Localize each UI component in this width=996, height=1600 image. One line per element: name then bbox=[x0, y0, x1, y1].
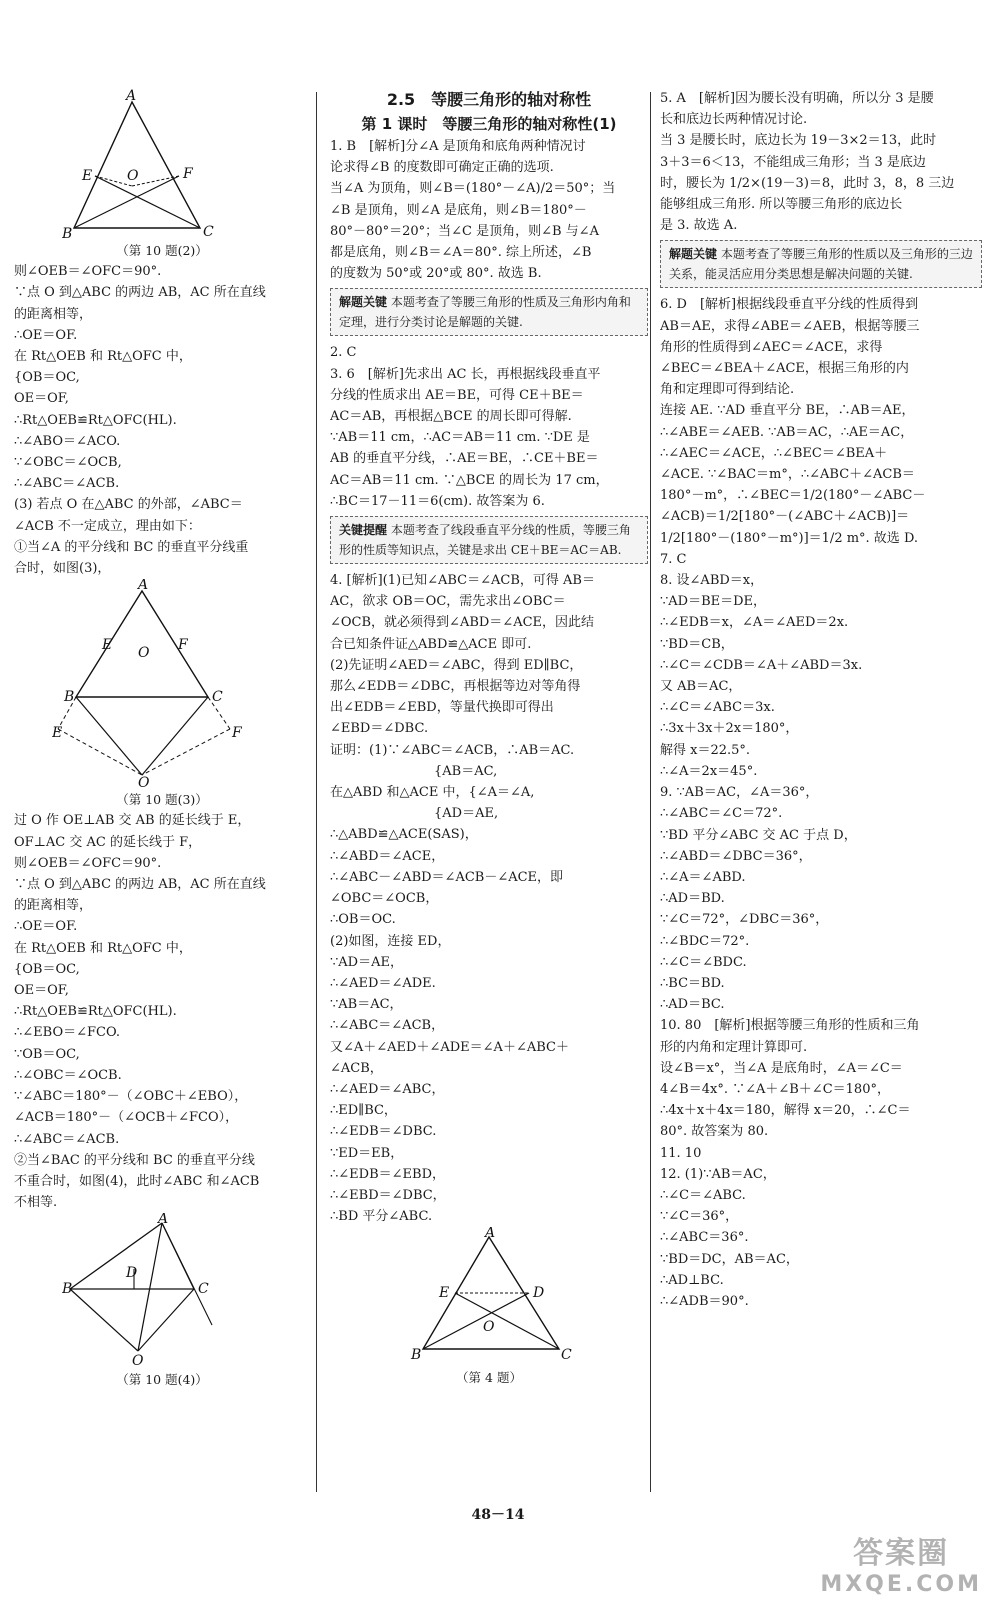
figure-caption: （第 4 题） bbox=[456, 1370, 522, 1386]
text-line: ∵BD 平分∠ABC 交 AC 于点 D， bbox=[660, 827, 857, 843]
svg-text:A: A bbox=[138, 579, 149, 594]
section-title: 2.5 等腰三角形的轴对称性 bbox=[386, 90, 592, 109]
svg-text:D: D bbox=[126, 1265, 138, 1282]
text-line: ∴Rt△OEB≌Rt△OFC(HL). bbox=[14, 1004, 177, 1020]
text-line: (3) 若点 O 在△ABC 的外部，∠ABC＝ bbox=[14, 497, 243, 513]
text-line: ∴AD＝BC. bbox=[660, 997, 725, 1013]
text-line: ∴∠C＝∠CDB＝∠A＋∠ABD＝3x. bbox=[660, 657, 863, 673]
text-line: 合时，如图(3)， bbox=[14, 561, 111, 577]
svg-text:E: E bbox=[82, 168, 93, 184]
text-line: OE＝OF, bbox=[14, 391, 69, 407]
text-line: ∴∠AEC＝∠ACE，∴∠BEC＝∠BEA＋ bbox=[660, 445, 888, 461]
text-line: 的距离相等， bbox=[14, 898, 93, 914]
text-line: 3＋3＝6＜13，不能组成三角形；当 3 是底边 bbox=[660, 154, 926, 170]
text-line: ∠OCB，就必须得到∠ABD＝∠ACE，因此结 bbox=[330, 615, 595, 631]
text-line: AC＝AB，再根据△BCE 的周长即可得解. bbox=[330, 409, 572, 425]
text-line: ∵BD＝DC，AB＝AC， bbox=[660, 1251, 799, 1267]
text-line: 8. 设∠ABD＝x， bbox=[660, 573, 764, 589]
svg-text:B: B bbox=[64, 689, 75, 706]
text-line: ∴BD 平分∠ABC. bbox=[330, 1209, 433, 1225]
svg-text:O: O bbox=[483, 1319, 495, 1336]
watermark-logo bbox=[820, 1528, 982, 1597]
text-line: ∴OE＝OF. bbox=[14, 327, 78, 343]
text-line: 那么∠EDB＝∠DBC，再根据等边对等角得 bbox=[330, 679, 581, 695]
text-line: ∵OB＝OC, bbox=[14, 1046, 80, 1062]
text-line: OE＝OF, bbox=[14, 983, 69, 999]
column-divider-1 bbox=[316, 92, 317, 1492]
figure-10-4 bbox=[62, 1213, 262, 1369]
text-line: 设∠B＝x°，当∠A 是底角时，∠A＝∠C＝ bbox=[660, 1060, 903, 1076]
text-line: ∵AD＝AE， bbox=[330, 954, 403, 970]
text-line: ∴∠OBC＝∠OCB. bbox=[14, 1067, 122, 1083]
text-line: ∠ACB)＝1/2[180°－(∠ABC＋∠ACB)]＝ bbox=[660, 509, 910, 525]
figure-caption: （第 10 题(2)） bbox=[116, 243, 208, 258]
tip-box-title: 关键提醒 bbox=[339, 523, 388, 538]
text-line: {AD＝AE, bbox=[330, 806, 499, 822]
text-line: ∴∠ABC＝36°. bbox=[660, 1230, 749, 1246]
text-line: ∴∠ABC＝∠C＝72°. bbox=[660, 806, 783, 822]
text-line: 都是底角，则∠B＝∠A＝80°. 综上所述，∠B bbox=[330, 245, 592, 261]
text-line: {OB＝OC, bbox=[14, 961, 80, 977]
text-line: 角和定理即可得到结论. bbox=[660, 382, 795, 398]
column-1 bbox=[14, 88, 310, 1391]
solution-5 bbox=[660, 88, 982, 236]
svg-text:F: F bbox=[178, 637, 188, 654]
text-line: ∠ACB， bbox=[330, 1060, 383, 1076]
text-line: 3. 6 [解析]先求出 AC 长，再根据线段垂直平 bbox=[330, 366, 601, 382]
text-line: ∴∠ABE＝∠AEB. ∵AB＝AC，∴AE＝AC， bbox=[660, 424, 914, 440]
tip-box-title: 解题关键 bbox=[339, 295, 388, 310]
page-number: 48－14 bbox=[471, 1507, 525, 1523]
text-line: ∴∠ABC＝∠ACB. bbox=[14, 476, 120, 492]
text-line: 当∠A 为顶角，则∠B＝(180°－∠A)/2＝50°；当 bbox=[330, 181, 616, 197]
svg-text:C: C bbox=[203, 224, 214, 240]
text-line: ∠ACE. ∵∠BAC＝m°，∴∠ABC＋∠ACB＝ bbox=[660, 467, 915, 483]
text-line: AB 的垂直平分线，∴AE＝BE，∴CE＋BE＝ bbox=[330, 451, 599, 467]
svg-text:O: O bbox=[132, 1353, 144, 1370]
text-line: ∴∠BDC＝72°. bbox=[660, 933, 750, 949]
text-line: ∵ED＝EB， bbox=[330, 1145, 404, 1161]
svg-text:D: D bbox=[533, 1285, 545, 1302]
text-line: ∴∠C＝∠ABC. bbox=[660, 1187, 746, 1203]
text-line: 当 3 是腰长时，底边长为 19－3×2＝13，此时 bbox=[660, 133, 937, 149]
text-line: ∴∠ABO＝∠ACO. bbox=[14, 433, 121, 449]
text-line: ∴OB＝OC. bbox=[330, 912, 396, 928]
text-line: ∵点 O 到△ABC 的两边 AB，AC 所在直线 bbox=[14, 285, 266, 301]
figure-caption: （第 10 题(3)） bbox=[116, 792, 208, 808]
text-line: ∵AB＝11 cm，∴AC＝AB＝11 cm. ∵DE 是 bbox=[330, 430, 590, 446]
text-line: ∴AD＝BD. bbox=[660, 891, 725, 907]
text-line: 9. ∵AB＝AC，∠A＝36°， bbox=[660, 785, 819, 801]
text-line: 2. C bbox=[330, 345, 357, 361]
text-line: 11. 10 bbox=[660, 1145, 702, 1161]
text-line: ②当∠BAC 的平分线和 BC 的垂直平分线 bbox=[14, 1152, 255, 1168]
text-line: 在△ABD 和△ACE 中，{∠A＝∠A, bbox=[330, 785, 535, 801]
text-line: ∵∠C＝72°，∠DBC＝36°， bbox=[660, 912, 829, 928]
text-line: (2)先证明∠AED＝∠ABC，得到 ED∥BC， bbox=[330, 657, 583, 673]
text-line: 的距离相等， bbox=[14, 306, 93, 322]
text-line: ∴∠EBO＝∠FCO. bbox=[14, 1025, 120, 1041]
column-2 bbox=[330, 88, 648, 1389]
text-line: ∴∠EDB＝∠DBC. bbox=[330, 1124, 437, 1140]
solution-4 bbox=[330, 570, 648, 1227]
text-line: AC，欲求 OB＝OC，需先求出∠OBC＝ bbox=[330, 594, 566, 610]
text-line: 180°－m°，∴∠BEC＝1/2(180°－∠ABC－ bbox=[660, 488, 926, 504]
text-line: 4. [解析](1)已知∠ABC＝∠ACB，可得 AB＝ bbox=[330, 573, 595, 589]
tip-box bbox=[330, 516, 648, 564]
text-line: 解得 x＝22.5°. bbox=[660, 742, 751, 758]
text-line: 时，腰长为 1/2×(19－3)＝8，此时 3，8，8 三边 bbox=[660, 175, 955, 191]
text-line: 则∠OEB＝∠OFC＝90°. bbox=[14, 264, 162, 280]
text-line: 合已知条件证△ABD≌△ACE 即可. bbox=[330, 636, 532, 652]
text-line: ∠B 是顶角，则∠A 是底角，则∠B＝180°－ bbox=[330, 202, 587, 218]
text-line: ∵∠OBC＝∠OCB, bbox=[14, 455, 122, 471]
watermark-url: MXQE.COM bbox=[820, 1572, 982, 1597]
svg-text:A: A bbox=[158, 1213, 169, 1228]
text-line: 在 Rt△OEB 和 Rt△OFC 中， bbox=[14, 940, 192, 956]
svg-text:B: B bbox=[411, 1347, 422, 1364]
text-line: 是 3. 故选 A. bbox=[660, 218, 738, 234]
solution-6-12 bbox=[660, 294, 982, 1312]
tip-box-text: 本题考查了线段垂直平分线的性质，等腰三角形的性质等知识点，关键是求出 CE＋BE＝AC＝AB. bbox=[339, 523, 631, 558]
text-line: 长和底边长两种情况讨论. bbox=[660, 112, 808, 128]
text-line: (2)如图，连接 ED， bbox=[330, 933, 451, 949]
text-line: ∵AB＝AC， bbox=[330, 997, 403, 1013]
text-line: ∴∠C＝∠BDC. bbox=[660, 954, 747, 970]
text-line: 80°. 故答案为 80. bbox=[660, 1124, 769, 1140]
figure-caption: （第 10 题(4)） bbox=[116, 1372, 208, 1388]
svg-text:F: F bbox=[183, 166, 193, 182]
text-line: {AB＝AC, bbox=[330, 763, 498, 779]
svg-text:A: A bbox=[126, 88, 137, 104]
text-line: ∴ED∥BC， bbox=[330, 1103, 397, 1119]
text-line: ∴∠C＝∠ABC＝3x. bbox=[660, 700, 775, 716]
svg-text:E: E bbox=[52, 725, 63, 742]
text-line: ∵∠ABC＝180°－（∠OBC＋∠EBO）， bbox=[14, 1089, 248, 1105]
lesson-title: 第 1 课时 等腰三角形的轴对称性(1) bbox=[361, 115, 617, 133]
text-line: 角形的性质得到∠AEC＝∠ACE，求得 bbox=[660, 339, 883, 355]
text-line: 过 O 作 OE⊥AB 交 AB 的延长线于 E， bbox=[14, 813, 251, 829]
svg-text:O: O bbox=[138, 775, 150, 790]
text-line: ∵∠C＝36°， bbox=[660, 1209, 739, 1225]
text-line: ∠ACB＝180°－（∠OCB＋∠FCO）， bbox=[14, 1110, 239, 1126]
svg-text:E: E bbox=[102, 637, 113, 654]
figure-10-3 bbox=[52, 579, 272, 789]
text-line: 5. A [解析]因为腰长没有明确，所以分 3 是腰 bbox=[660, 91, 934, 106]
text-line: ∠EBD＝∠DBC. bbox=[330, 721, 429, 737]
text-line: 又 AB＝AC， bbox=[660, 679, 742, 695]
text-line: ∵点 O 到△ABC 的两边 AB，AC 所在直线 bbox=[14, 877, 266, 893]
text-line: 能够组成三角形. 所以等腰三角形的底边长 bbox=[660, 197, 903, 213]
text-line: ∴BC＝BD. bbox=[660, 975, 725, 991]
text-line: 的度数为 50°或 20°或 80°. 故选 B. bbox=[330, 266, 542, 282]
svg-text:A: A bbox=[485, 1227, 496, 1242]
text-line: ∴AD⊥BC. bbox=[660, 1272, 724, 1288]
svg-text:O: O bbox=[138, 645, 150, 662]
text-line: {OB＝OC, bbox=[14, 370, 80, 386]
text-line: ∴∠ADB＝90°. bbox=[660, 1293, 749, 1309]
text-line: ∴∠EDB＝∠EBD， bbox=[330, 1166, 445, 1182]
column-3 bbox=[660, 88, 982, 1312]
text-line: ∴∠ABD＝∠ACE， bbox=[330, 848, 445, 864]
column-divider-2 bbox=[650, 92, 651, 1492]
text-line: AB＝AE，求得∠ABE＝∠AEB，根据等腰三 bbox=[660, 318, 920, 334]
svg-text:C: C bbox=[561, 1347, 572, 1364]
text-line: 1/2[180°－(180°－m°)]＝1/2 m°. 故选 D. bbox=[660, 530, 919, 546]
figure-4 bbox=[399, 1227, 579, 1367]
svg-text:B: B bbox=[62, 1281, 73, 1298]
text-line: ∠BEC＝∠BEA＋∠ACE，根据三角形的内 bbox=[660, 361, 909, 377]
text-line: ∴3x＋3x＋2x＝180°， bbox=[660, 721, 799, 737]
svg-text:C: C bbox=[198, 1281, 209, 1298]
text-line: 证明：(1)∵∠ABC＝∠ACB，∴AB＝AC. bbox=[330, 742, 575, 758]
text-line: ∴∠EDB＝x，∠A＝∠AED＝2x. bbox=[660, 615, 849, 631]
solution-10-part3 bbox=[14, 810, 310, 1213]
text-line: ∴∠A＝∠ABD. bbox=[660, 869, 746, 885]
text-line: ∴∠A＝2x＝45°. bbox=[660, 763, 758, 779]
tip-box bbox=[660, 240, 982, 288]
tip-box-title: 解题关键 bbox=[669, 247, 718, 262]
text-line: AC＝AB＝11 cm. ∵△BCE 的周长为 17 cm， bbox=[330, 472, 609, 488]
tip-box-text: 本题考查了等腰三角形的性质及三角形内角和定理，进行分类讨论是解题的关键. bbox=[339, 295, 631, 330]
text-line: 论求得∠B 的度数即可确定正确的选项. bbox=[330, 160, 554, 176]
text-line: ∴BC＝17－11＝6(cm). 故答案为 6. bbox=[330, 493, 545, 509]
text-line: 4∠B＝4x°. ∵∠A＋∠B＋∠C＝180°， bbox=[660, 1081, 890, 1097]
solution-2-3 bbox=[330, 342, 648, 512]
figure-10-2 bbox=[62, 88, 262, 240]
solution-10-part2 bbox=[14, 261, 310, 579]
text-line: ∴∠AED＝∠ABC， bbox=[330, 1081, 445, 1097]
text-line: 不重合时，如图(4)，此时∠ABC 和∠ACB bbox=[14, 1173, 260, 1189]
text-line: ∴△ABD≌△ACE(SAS)， bbox=[330, 827, 478, 843]
text-line: ∴OE＝OF. bbox=[14, 919, 78, 935]
text-line: 12. (1)∵AB＝AC， bbox=[660, 1166, 776, 1182]
text-line: ∴∠ABC＝∠ACB. bbox=[14, 1131, 120, 1147]
text-line: ∵AD＝BE＝DE， bbox=[660, 594, 767, 610]
text-line: ①当∠A 的平分线和 BC 的垂直平分线重 bbox=[14, 539, 249, 555]
text-line: 不相等. bbox=[14, 1195, 58, 1211]
solution-1 bbox=[330, 136, 648, 284]
svg-text:F: F bbox=[232, 725, 242, 742]
svg-text:C: C bbox=[212, 689, 223, 706]
text-line: 6. D [解析]根据线段垂直平分线的性质得到 bbox=[660, 297, 919, 313]
svg-text:B: B bbox=[62, 226, 73, 240]
text-line: ∴∠AED＝∠ADE. bbox=[330, 975, 436, 991]
text-line: ∴4x＋x＋4x＝180，解得 x＝20，∴∠C＝ bbox=[660, 1103, 911, 1119]
text-line: OF⊥AC 交 AC 的延长线于 F， bbox=[14, 834, 202, 850]
svg-text:E: E bbox=[439, 1285, 450, 1302]
text-line: 连接 AE. ∵AD 垂直平分 BE，∴AB＝AE， bbox=[660, 403, 915, 419]
text-line: 形的内角和定理计算即可. bbox=[660, 1039, 808, 1055]
text-line: 出∠EDB＝∠EBD，等量代换即可得出 bbox=[330, 700, 554, 716]
watermark-text: 答案圈 bbox=[853, 1536, 950, 1571]
text-line: 80°－80°＝20°；当∠C 是顶角，则∠B 与∠A bbox=[330, 223, 599, 239]
text-line: 10. 80 [解析]根据等腰三角形的性质和三角 bbox=[660, 1018, 920, 1034]
text-line: ∵BD＝CB， bbox=[660, 636, 734, 652]
text-line: ∴∠ABD＝∠DBC＝36°， bbox=[660, 848, 812, 864]
text-line: 1. B [解析]分∠A 是顶角和底角两种情况讨 bbox=[330, 139, 586, 154]
text-line: ∴∠ABC＝∠ACB， bbox=[330, 1018, 445, 1034]
text-line: ∠ACB 不一定成立，理由如下： bbox=[14, 518, 201, 534]
text-line: ∴∠ABC－∠ABD＝∠ACB－∠ACE，即 bbox=[330, 869, 564, 885]
tip-box-text: 本题考查了等腰三角形的性质以及三角形的三边关系，能灵活应用分类思想是解决问题的关键. bbox=[669, 247, 973, 282]
text-line: ∴∠EBD＝∠DBC， bbox=[330, 1187, 446, 1203]
text-line: 又∠A＋∠AED＋∠ADE＝∠A＋∠ABC＋ bbox=[330, 1039, 569, 1055]
tip-box bbox=[330, 288, 648, 336]
svg-text:O: O bbox=[127, 168, 139, 184]
text-line: ∴Rt△OEB≌Rt△OFC(HL). bbox=[14, 412, 177, 428]
text-line: 在 Rt△OEB 和 Rt△OFC 中， bbox=[14, 349, 192, 365]
text-line: 7. C bbox=[660, 551, 687, 567]
text-line: 则∠OEB＝∠OFC＝90°. bbox=[14, 855, 162, 871]
text-line: ∠OBC＝∠OCB， bbox=[330, 891, 439, 907]
text-line: 分线的性质求出 AE＝BE，可得 CE＋BE＝ bbox=[330, 387, 584, 403]
